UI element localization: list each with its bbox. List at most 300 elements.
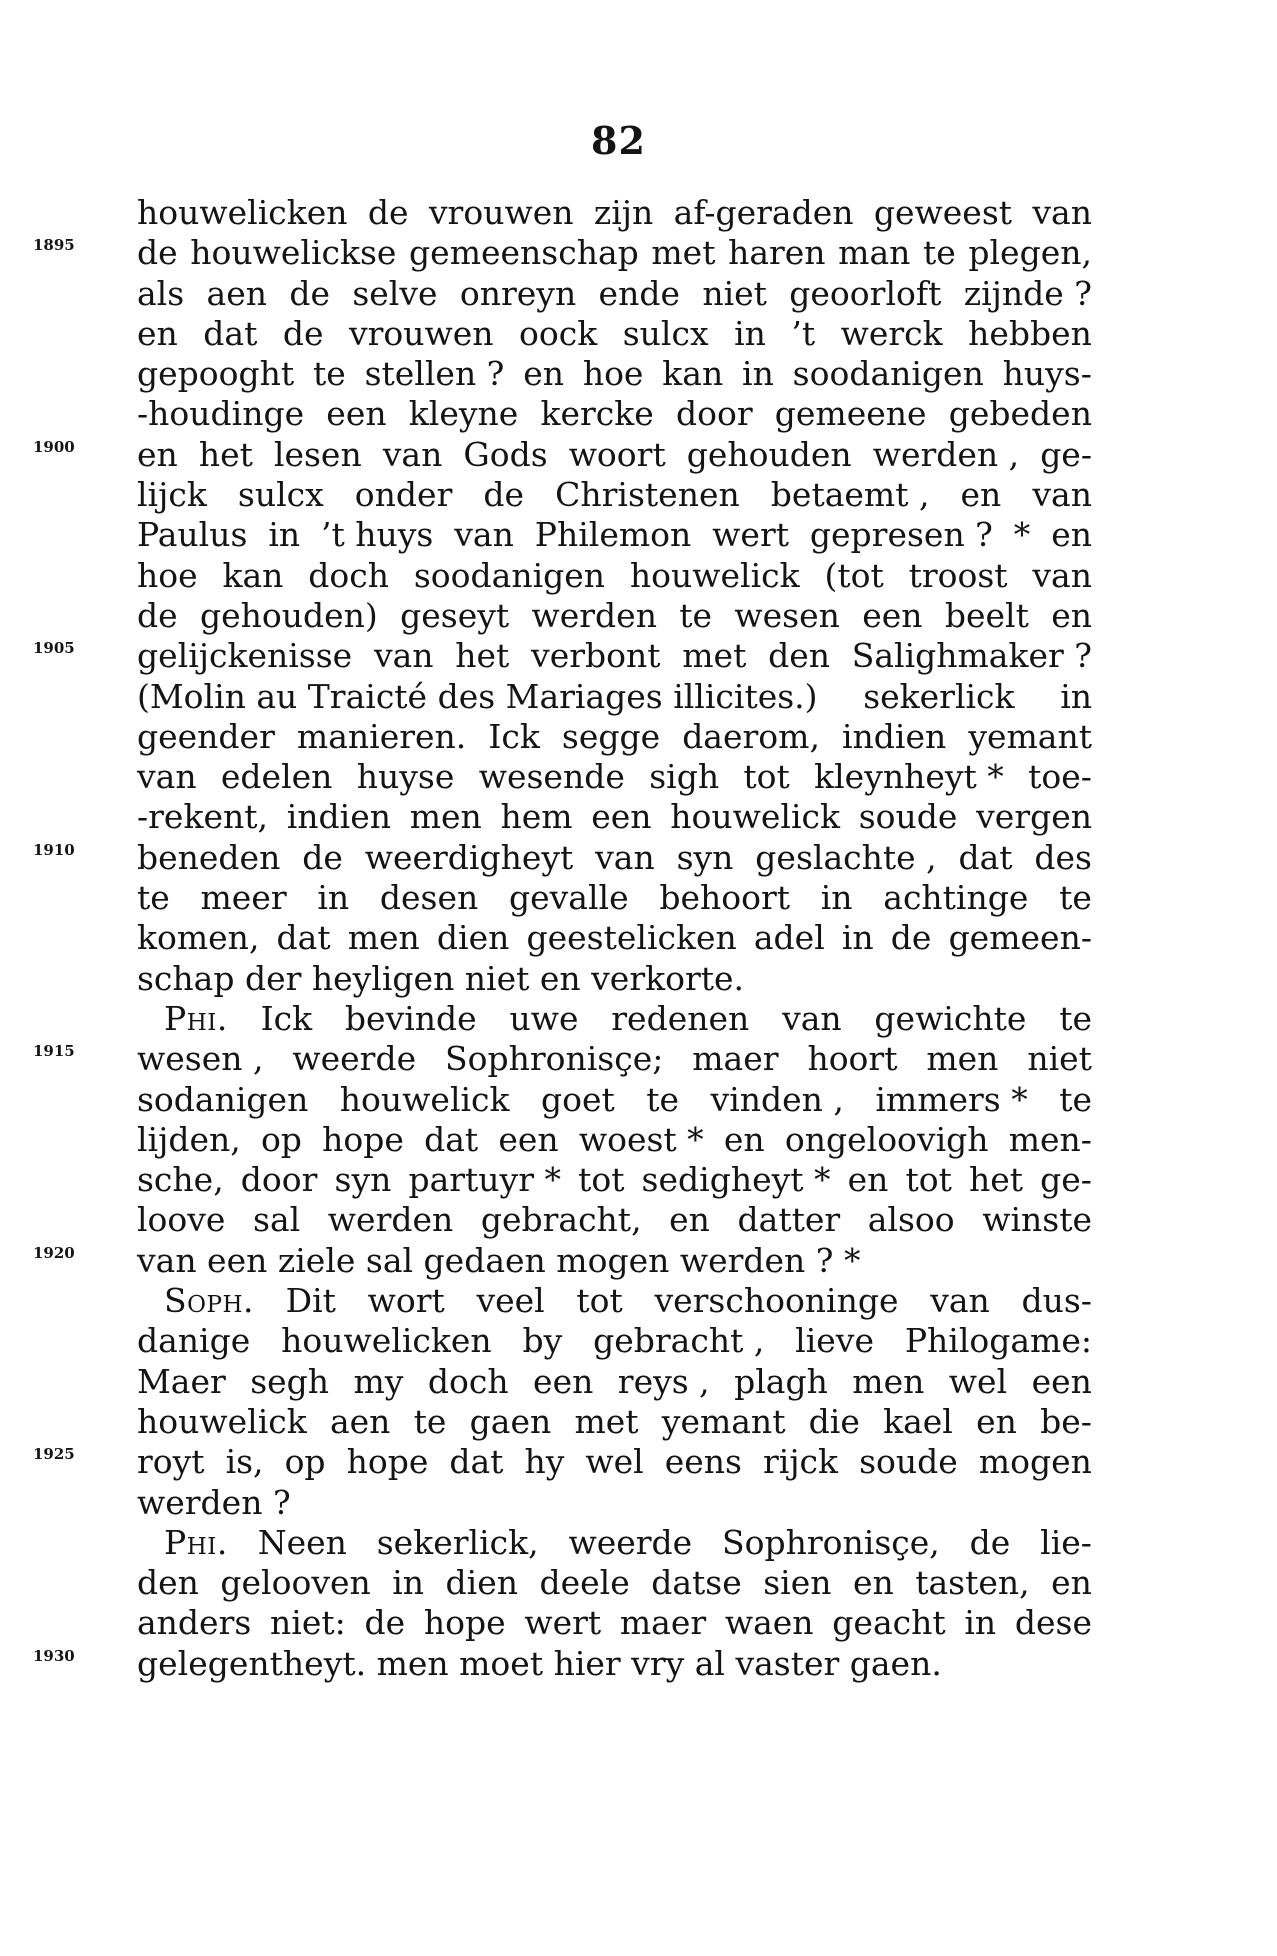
word: sekerlick	[863, 676, 1015, 716]
word: vergen	[976, 797, 1092, 837]
word: de	[890, 918, 932, 958]
word: een	[498, 1119, 559, 1159]
word: kan	[662, 354, 724, 394]
text-line	[137, 918, 1092, 958]
word: af-geraden	[673, 193, 854, 232]
word: weerdigheyt	[364, 837, 574, 877]
word: houwelickse	[190, 233, 397, 273]
word: komen,	[137, 918, 260, 958]
word: Maer	[137, 1361, 226, 1401]
word: syn	[334, 1160, 392, 1200]
word: de	[364, 1603, 406, 1643]
speaker-label: Phi.	[164, 998, 228, 1038]
word: Christenen	[555, 475, 740, 515]
speaker-label: Soph.	[164, 1281, 254, 1321]
word: lieve	[795, 1321, 874, 1361]
word: Salighmaker ?	[851, 636, 1092, 676]
word: *	[1013, 515, 1031, 555]
word: houwelick	[137, 1401, 307, 1441]
word: sodanigen	[137, 1079, 309, 1119]
word: en	[960, 475, 1002, 515]
word: dat	[276, 918, 331, 958]
word: haren	[728, 233, 826, 273]
word: lijden,	[137, 1119, 241, 1159]
word: een	[1031, 1361, 1092, 1401]
word: soude	[858, 797, 958, 837]
word: adel	[753, 918, 825, 958]
word: tot	[576, 1281, 623, 1321]
word: kleyne	[408, 394, 519, 434]
word: loove	[137, 1200, 226, 1240]
text-line	[33, 434, 1092, 475]
word: man	[838, 233, 911, 273]
word: veel	[476, 1281, 545, 1321]
word: royt	[137, 1442, 205, 1482]
word: hebben	[968, 313, 1092, 353]
word: mogen	[978, 1442, 1092, 1482]
word: toe-	[1028, 757, 1092, 797]
word: Ick	[260, 998, 313, 1038]
word: men	[852, 1361, 925, 1401]
word: wesen ,	[137, 1039, 264, 1079]
word: in	[392, 1563, 425, 1603]
word: tot	[743, 757, 790, 797]
word: gepresen ?	[809, 515, 993, 555]
word: niet	[702, 273, 767, 313]
line-number: 1930	[33, 1646, 75, 1665]
word: geender	[137, 716, 275, 756]
text-line	[33, 636, 1092, 676]
word: te	[413, 1401, 447, 1441]
word: winste	[982, 1200, 1092, 1240]
word: met	[574, 1401, 639, 1441]
word: de	[969, 1522, 1011, 1562]
word: geslachte ,	[755, 837, 937, 877]
word: hoe	[137, 555, 198, 595]
word: van	[930, 1281, 990, 1321]
word: indien	[842, 716, 947, 756]
word: men-	[1008, 1119, 1092, 1159]
word: die	[808, 1401, 860, 1441]
word: het	[968, 1160, 1024, 1200]
text-line	[137, 394, 1092, 434]
text-body	[33, 193, 1092, 1684]
word: dat	[424, 1119, 479, 1159]
word: lijck	[137, 475, 207, 515]
word: wert	[712, 515, 789, 555]
word: onder	[354, 475, 453, 515]
text-line	[137, 596, 1092, 636]
word: meer	[200, 878, 287, 918]
word: wert	[524, 1603, 602, 1643]
word: geweest	[873, 193, 1013, 232]
word: datter	[737, 1200, 841, 1240]
text-line	[137, 475, 1092, 515]
word: op	[284, 1442, 326, 1482]
word: geacht	[832, 1603, 946, 1643]
word: ge-	[1040, 1160, 1092, 1200]
word: door	[240, 1160, 318, 1200]
word: in	[964, 1603, 997, 1643]
word: het	[198, 434, 253, 474]
word: geoorloft	[789, 273, 942, 313]
word: dien	[436, 918, 510, 958]
text-line	[33, 1240, 1092, 1281]
word: te	[312, 354, 346, 394]
word: waen	[724, 1603, 814, 1643]
word: verbont	[531, 636, 661, 676]
word: van	[782, 998, 842, 1038]
word: tot	[578, 1160, 625, 1200]
word: men	[347, 918, 420, 958]
word: in	[820, 878, 853, 918]
word: gelegentheyt. men moet hier vry al vaster gaen.	[137, 1643, 942, 1683]
word: Sophronisçe;	[445, 1039, 664, 1079]
word: gehouden)	[199, 595, 378, 635]
word: gaen	[469, 1401, 552, 1441]
text-line	[137, 1200, 1092, 1240]
word: -houdinge	[137, 394, 305, 434]
word: Sophronisçe,	[722, 1522, 940, 1562]
word: by	[522, 1321, 563, 1361]
word: is,	[225, 1442, 264, 1482]
word: sche,	[137, 1160, 224, 1200]
word: Dit	[285, 1281, 336, 1321]
word: het	[455, 636, 510, 676]
text-line	[137, 1402, 1092, 1442]
word: te	[922, 233, 956, 273]
word: werden ?	[137, 1482, 291, 1522]
word: oock	[519, 313, 598, 353]
word: als	[137, 273, 185, 313]
word: edelen	[220, 757, 333, 797]
word: en	[1051, 1563, 1092, 1603]
word: desen	[379, 878, 479, 918]
word: gemeene	[774, 394, 927, 434]
word: sulcx	[622, 313, 709, 353]
word: hope	[346, 1442, 429, 1482]
word: van een ziele sal gedaen mogen werden ? *	[137, 1240, 861, 1280]
word: van	[373, 636, 434, 676]
word: yemant	[968, 716, 1092, 756]
word: sigh	[649, 757, 720, 797]
word: van	[137, 757, 197, 797]
word: maer	[619, 1603, 707, 1643]
text-line	[33, 837, 1092, 878]
word: datse	[651, 1563, 742, 1603]
word: segge	[561, 716, 661, 756]
word: indien	[286, 797, 391, 837]
word: ongeloovigh	[784, 1119, 989, 1159]
word: werden ,	[872, 434, 1020, 474]
word: syn	[676, 837, 734, 877]
word: Ick	[488, 716, 540, 756]
word: schap der heyligen niet en verkorte.	[137, 958, 745, 998]
word: sien	[763, 1563, 832, 1603]
word: vrouwen	[348, 313, 494, 353]
word: in	[268, 515, 301, 555]
word: goet	[541, 1079, 615, 1119]
word: dese	[1014, 1603, 1092, 1643]
word: kael	[883, 1401, 953, 1441]
word: de	[289, 273, 330, 313]
text-line	[137, 797, 1092, 837]
word: behoort	[659, 878, 791, 918]
word: troost	[908, 555, 1008, 595]
word: dat	[449, 1442, 504, 1482]
word: woest *	[578, 1119, 704, 1159]
word: gelijckenisse	[137, 636, 353, 676]
word: anders	[137, 1603, 252, 1643]
text-line	[137, 515, 1092, 555]
word: zijnde ?	[963, 273, 1092, 313]
word: gelooven	[220, 1563, 371, 1603]
text-line	[137, 1160, 1092, 1200]
word: (Molin au Traicté des Mariages illicites.)	[137, 676, 818, 716]
text-line	[137, 1603, 1092, 1643]
speaker-label: Phi.	[164, 1522, 228, 1562]
word: te	[1059, 878, 1092, 918]
text-line	[137, 677, 1092, 717]
word: woort	[568, 434, 666, 474]
word: ’t	[791, 313, 816, 353]
word: den	[137, 1563, 199, 1603]
word: zijn	[593, 193, 654, 232]
word: met	[651, 233, 716, 273]
word: gebracht,	[480, 1200, 642, 1240]
word: kleynheyt *	[814, 757, 1004, 797]
text-line	[137, 1523, 1092, 1563]
word: houwelicken	[281, 1321, 492, 1361]
word: hoort	[807, 1039, 898, 1079]
word: bevinde	[344, 998, 477, 1038]
word: en	[137, 313, 178, 353]
word: dat	[958, 837, 1013, 877]
word: niet	[1027, 1039, 1092, 1079]
word: reys ,	[617, 1361, 710, 1401]
word: plagh	[734, 1361, 828, 1401]
text-line	[137, 959, 1092, 999]
word: te	[137, 878, 170, 918]
word: dat	[203, 313, 258, 353]
word: in	[317, 878, 350, 918]
word: lie-	[1040, 1522, 1092, 1562]
word: maer	[692, 1039, 779, 1079]
word: de	[282, 313, 324, 353]
word: in	[734, 313, 766, 353]
word: stellen ?	[364, 354, 505, 394]
word: doch	[308, 555, 390, 595]
word: tasten,	[915, 1563, 1030, 1603]
word: tot	[905, 1160, 952, 1200]
word: (tot	[824, 555, 884, 595]
word: en	[137, 434, 178, 474]
word: te	[1059, 998, 1092, 1038]
text-line	[137, 999, 1092, 1039]
word: soodanigen	[792, 354, 984, 394]
word: met	[682, 636, 747, 676]
word: en	[523, 354, 564, 394]
word: manieren.	[296, 716, 467, 756]
text-line	[33, 1039, 1092, 1079]
text-line	[137, 1321, 1092, 1361]
word: Gods	[463, 434, 548, 474]
text-line	[137, 556, 1092, 596]
word: alsoo	[867, 1200, 955, 1240]
word: beelt	[944, 595, 1029, 635]
word: houwelick	[339, 1079, 510, 1119]
text-line	[137, 1483, 1092, 1523]
word: hem	[500, 797, 573, 837]
word: gehouden	[686, 434, 852, 474]
word: redenen	[611, 998, 750, 1038]
word: de	[302, 837, 343, 877]
word: gemeenschap	[409, 233, 639, 273]
word: kercke	[540, 394, 654, 434]
text-line	[137, 1362, 1092, 1402]
word: men	[926, 1039, 999, 1079]
word: des	[1034, 837, 1092, 877]
word: segh	[250, 1361, 330, 1401]
word: sedigheyt *	[641, 1160, 831, 1200]
word: gebracht ,	[593, 1321, 765, 1361]
word: sal	[253, 1200, 301, 1240]
word: de	[483, 475, 525, 515]
line-number: 1920	[33, 1243, 75, 1262]
line-number: 1895	[33, 236, 75, 255]
word: wel	[948, 1361, 1008, 1401]
word: werden	[531, 595, 657, 635]
word: en	[852, 1563, 894, 1603]
word: weerde	[292, 1039, 417, 1079]
word: op	[260, 1119, 302, 1159]
text-line	[33, 1442, 1092, 1482]
text-line	[137, 274, 1092, 314]
word: soodanigen	[413, 555, 606, 595]
word: selve	[352, 273, 438, 313]
word: en	[723, 1119, 765, 1159]
word: en	[847, 1160, 889, 1200]
line-number: 1925	[33, 1445, 75, 1464]
word: in	[841, 918, 874, 958]
word: en	[976, 1401, 1017, 1441]
word: gebeden	[948, 394, 1092, 434]
word: my	[353, 1361, 404, 1401]
word: Neen	[257, 1522, 347, 1562]
word: de	[137, 233, 178, 273]
word: de	[137, 595, 178, 635]
word: te	[679, 595, 713, 635]
word: kan	[222, 555, 284, 595]
word: houwelick	[670, 797, 841, 837]
word: te	[646, 1079, 680, 1119]
word: beneden	[137, 837, 281, 877]
word: sekerlick,	[376, 1522, 539, 1562]
word: geestelicken	[526, 918, 737, 958]
word: en	[1051, 595, 1092, 635]
word: gepooght	[137, 354, 295, 394]
word: -rekent,	[137, 797, 268, 837]
page-number: 82	[591, 118, 646, 163]
word: doch	[427, 1361, 509, 1401]
word: een	[862, 595, 923, 635]
line-number: 1905	[33, 639, 75, 658]
word: ’t huys	[321, 515, 434, 555]
word: wort	[367, 1281, 445, 1321]
text-line	[137, 1120, 1092, 1160]
word: huys-	[1002, 354, 1092, 394]
word: lesen	[273, 434, 362, 474]
word: den	[768, 636, 830, 676]
word: van	[454, 515, 514, 555]
word: betaemt ,	[770, 475, 930, 515]
text-line	[137, 1281, 1092, 1321]
word: men	[409, 797, 482, 837]
word: immers *	[875, 1079, 1028, 1119]
word: Philogame:	[904, 1321, 1092, 1361]
word: huyse	[356, 757, 455, 797]
word: een	[591, 797, 652, 837]
word: achtinge	[883, 878, 1029, 918]
word: gewichte	[874, 998, 1027, 1038]
text-line	[33, 233, 1092, 273]
word: door	[675, 394, 753, 434]
text-line	[33, 1643, 1092, 1684]
line-number: 1915	[33, 1042, 75, 1061]
word: wel	[585, 1442, 644, 1482]
word: hope	[322, 1119, 404, 1159]
word: Paulus	[137, 515, 248, 555]
word: onreyn	[459, 273, 577, 313]
word: werden	[327, 1200, 454, 1240]
word: en	[669, 1200, 710, 1240]
word: yemant	[661, 1401, 786, 1441]
word: van	[1032, 193, 1092, 232]
line-number: 1900	[33, 437, 75, 456]
word: be-	[1040, 1401, 1092, 1441]
word: van	[1032, 555, 1092, 595]
word: verschooninge	[654, 1281, 899, 1321]
word: dien	[445, 1563, 518, 1603]
text-line	[137, 757, 1092, 797]
word: vrouwen	[428, 193, 574, 232]
word: de	[367, 193, 409, 232]
word: geseyt	[400, 595, 510, 635]
text-line	[137, 354, 1092, 394]
word: te	[1059, 1079, 1092, 1119]
word: eens	[664, 1442, 742, 1482]
word: wesen	[734, 595, 840, 635]
word: houwelick	[629, 555, 800, 595]
word: ende	[598, 273, 680, 313]
word: van	[382, 434, 443, 474]
word: hope	[423, 1603, 506, 1643]
word: daerom,	[682, 716, 820, 756]
word: gevalle	[509, 878, 629, 918]
word: vinden ,	[710, 1079, 844, 1119]
word: een	[533, 1361, 594, 1401]
word: in	[742, 354, 774, 394]
word: sulcx	[237, 475, 324, 515]
word: van	[595, 837, 655, 877]
word: uwe	[509, 998, 579, 1038]
text-line	[137, 1080, 1092, 1120]
word: niet:	[270, 1603, 346, 1643]
word: aen	[329, 1401, 391, 1441]
text-line	[137, 878, 1092, 918]
word: partuyr *	[408, 1160, 561, 1200]
word: hy	[524, 1442, 565, 1482]
